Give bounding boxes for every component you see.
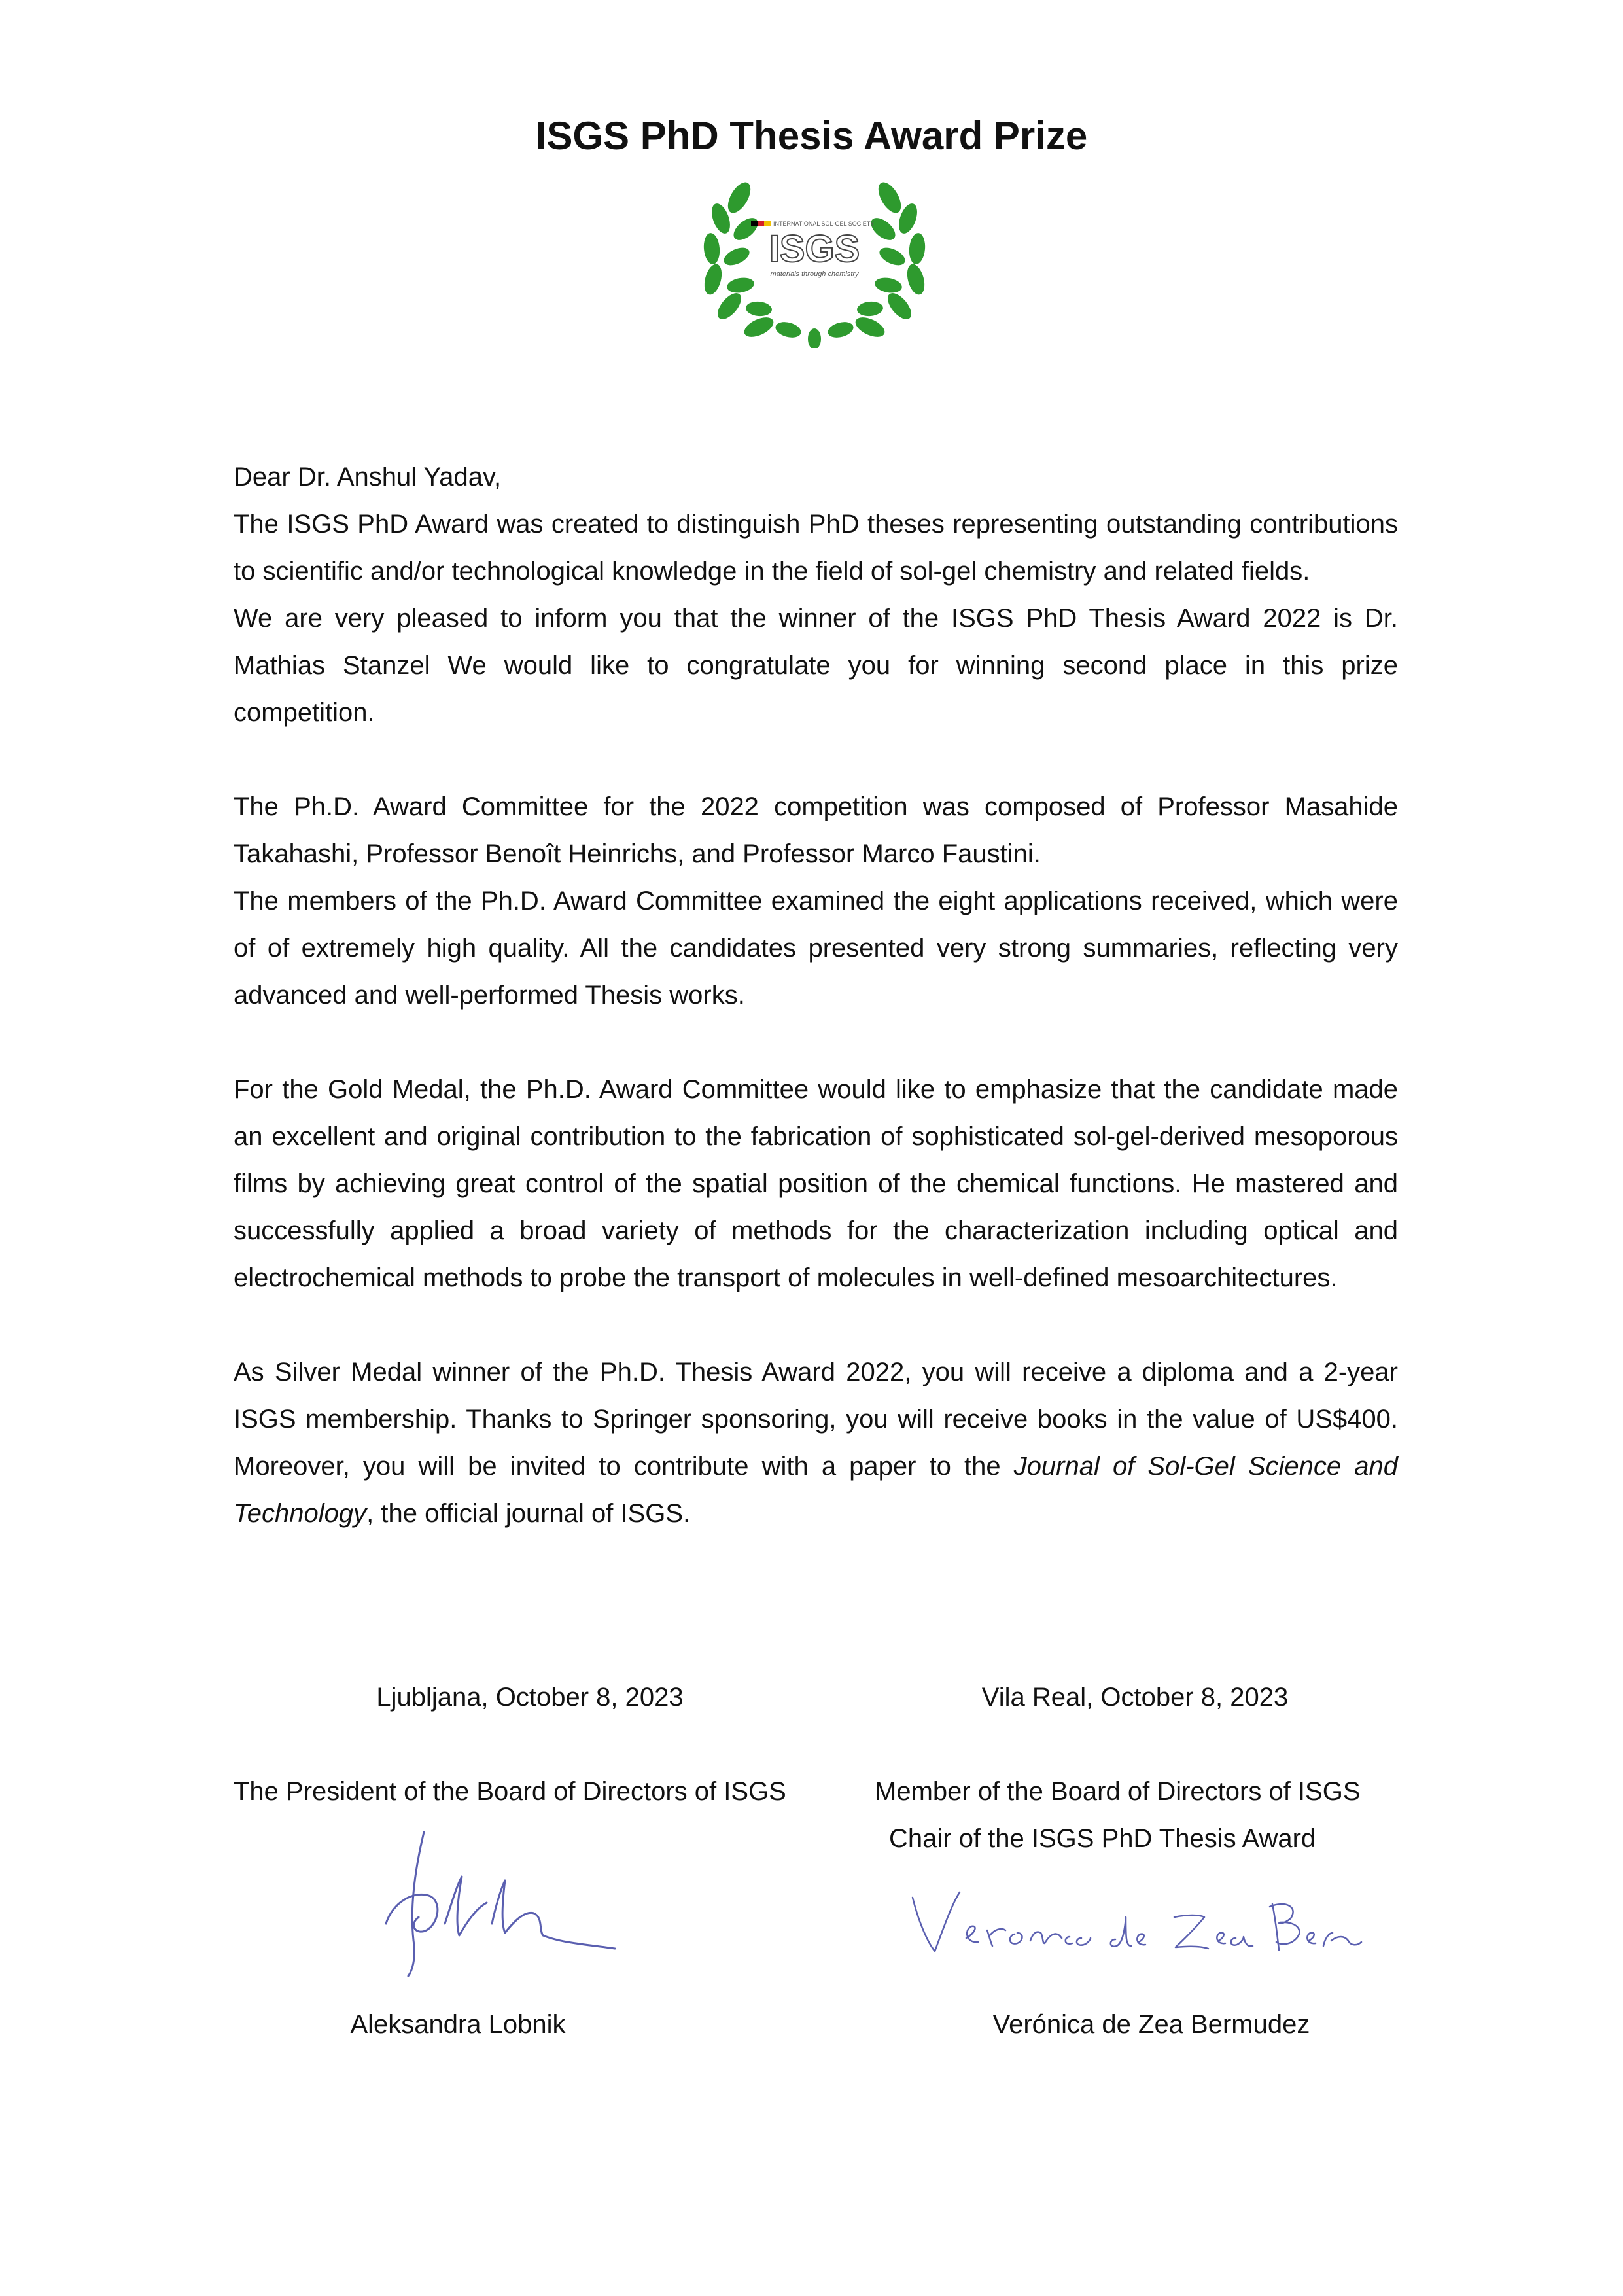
left-place-date: Ljubljana, October 8, 2023 — [376, 1683, 684, 1712]
paragraph-applications: The members of the Ph.D. Award Committee examined the eight applications received, which were of of extremely high quality. All the candidates presented very strong summaries, reflecting very advanced and well-performed Thesis works. — [234, 887, 1398, 1010]
isgs-emblem — [751, 221, 874, 278]
silver-medal-text-end: , the official journal of ISGS. — [366, 1499, 691, 1528]
left-role: The President of the Board of Directors of ISGS — [234, 1777, 786, 1806]
right-role-line1: Member of the Board of Directors of ISGS — [875, 1777, 1361, 1806]
ring-text: INTERNATIONAL SOL-GEL SOCIETY — [773, 221, 875, 227]
right-place-date: Vila Real, October 8, 2023 — [981, 1683, 1289, 1712]
paragraph-committee: The Ph.D. Award Committee for the 2022 competition was composed of Professor Masahide Takahashi, Professor Benoît Heinrichs, and Professor Marco Faustini. — [234, 792, 1398, 868]
isgs-wordmark: ISGS — [769, 228, 860, 270]
paragraph-winner-announcement: We are very pleased to inform you that the winner of the ISGS PhD Thesis Award 2022 is Dr. Mathias Stanzel We would like to congratulate you for winning second place in this prize competition. — [234, 604, 1398, 727]
right-signatory-name: Verónica de Zea Bermudez — [992, 2010, 1310, 2039]
logo-tagline: materials through chemistry — [770, 270, 859, 278]
silver-medal-text: As Silver Medal winner of the Ph.D. Thesis Award 2022, you will receive a diploma and a 2-year ISGS membership. Thanks to Springer sponsoring, you will receive books in the value of US$400. Moreover, you will be invited to contribute with a paper to the — [234, 1358, 1398, 1481]
salutation: Dear Dr. Anshul Yadav, — [234, 463, 502, 491]
paragraph-award-purpose: The ISGS PhD Award was created to distinguish PhD theses representing outstanding contributions to scientific and/or technological knowledge in the field of sol-gel chemistry and related fields. — [234, 510, 1398, 586]
left-signature-icon — [353, 1826, 628, 1983]
document-title: ISGS PhD Thesis Award Prize — [535, 114, 1088, 158]
isgs-laurel-logo — [693, 178, 935, 348]
journal-name: Journal of Sol-Gel Science and Technology — [234, 1452, 1398, 1528]
paragraph-gold-medal: For the Gold Medal, the Ph.D. Award Committee would like to emphasize that the candidate made an excellent and original contribution to the fabrication of sophisticated sol-gel-derived mesoporous films by achieving great control of the spatial position of the chemical functions. He mastered and successfully applied a broad variety of methods for the characterization including optical and electrochemical methods to probe the transport of molecules in well-defined mesoarchitectures. — [234, 1075, 1398, 1292]
letter-body — [234, 453, 1398, 1537]
left-signatory-name: Aleksandra Lobnik — [350, 2010, 566, 2039]
paragraph-silver-medal — [234, 1349, 1398, 1537]
right-signature-icon — [906, 1878, 1364, 1963]
right-role-line2: Chair of the ISGS PhD Thesis Award — [889, 1824, 1316, 1853]
